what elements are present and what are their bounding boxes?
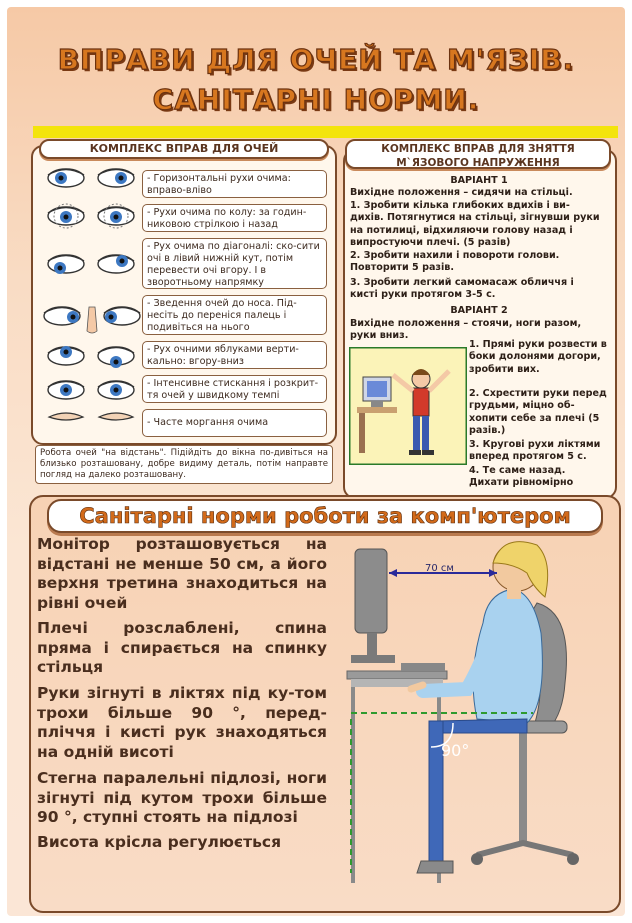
eye-illustrations <box>37 165 145 425</box>
sanitary-norms-header: Санітарні норми роботи за комп'ютером <box>47 499 603 533</box>
page-title-line2: САНІТАРНІ НОРМИ. <box>152 83 480 116</box>
eye-exercise-2: - Рухи очима по колу: за годин-никовою стрілкою і назад <box>142 204 327 232</box>
eye-icon <box>98 204 134 228</box>
eye-exercise-6: - Інтенсивне стискання і розкрит-тя очей у швидкому темпі <box>142 375 327 403</box>
variant-1-step-1: 1. Зробити кілька глибоких вдихів і ви-дихів. Потягнутися на стільці, зігнувши руки на потилиці, відхиляючи голову назад і випростуючи плечі. (5 разів) <box>350 200 600 249</box>
eye-icon <box>48 381 84 399</box>
variant-1-intro: Вихідне положення – сидячи на стільці. <box>350 187 573 198</box>
eye-exercise-5: - Рух очними яблуками верти-кально: вгору-вниз <box>142 341 327 369</box>
variant-2-step-1: 1. Прямі руки розвести в боки долонями догори, зробити вих. <box>469 339 607 375</box>
eye-icon <box>98 347 134 368</box>
muscle-exercises-header: КОМПЛЕКС ВПРАВ ДЛЯ ЗНЯТТЯ М`ЯЗОВОГО НАПРУЖЕННЯ <box>345 139 611 169</box>
angle-label: 90° <box>441 741 470 760</box>
page-title-line1: ВПРАВИ ДЛЯ ОЧЕЙ ТА М'ЯЗІВ. <box>57 43 575 76</box>
norm-chair-height: Висота крісла регулюється <box>37 833 282 851</box>
finger-icon <box>87 307 97 333</box>
eye-icon <box>48 346 84 365</box>
closed-eye-icon <box>99 413 133 420</box>
exercising-child-illustration <box>349 347 467 465</box>
eye-icon <box>104 307 140 325</box>
workstation-illustration <box>327 533 615 907</box>
norm-shoulders: Плечі розслаблені, спина пряма і спирається на спинку стільця <box>37 619 327 676</box>
variant-2-step-4: 4. Те саме назад. Дихати рівномірно <box>469 465 574 489</box>
eye-exercise-3: - Рух очима по діагоналі: ско-сити очі в лівий нижній кут, потім перевести очі вгору. І в зворотньому напрямку <box>142 238 327 289</box>
eye-icon <box>48 204 84 228</box>
variant-1-step-2: 2. Зробити нахили і повороти голови. Повторити 5 разів. <box>350 250 560 274</box>
variant-2-title: ВАРІАНТ 2 <box>450 305 508 316</box>
eye-exercises-header: КОМПЛЕКС ВПРАВ ДЛЯ ОЧЕЙ <box>39 139 329 159</box>
norm-monitor: Монітор розташовується на відстані не менше 50 см, а його верхня третина знаходиться на рівні очей <box>37 535 327 612</box>
eye-icon <box>98 381 134 399</box>
eye-icon <box>48 169 84 187</box>
eye-icon <box>48 255 84 274</box>
poster <box>7 7 625 916</box>
variant-2-step-3: 3. Кругові рухи ліктями вперед протягом 5 с. <box>469 439 601 463</box>
variant-2-intro: Вихідне положення – стоячи, ноги разом, руки вниз. <box>350 318 582 342</box>
eye-exercise-4: - Зведення очей до носа. Під-несіть до переніся палець і подивіться на нього <box>142 295 327 335</box>
eye-icon <box>98 169 134 187</box>
eye-distance-note: Робота очей "на відстань". Підійдіть до вікна по-дивіться на близько розташовану, добре видиму деталь, потім направте погляд на далеко розташовану. <box>35 445 333 484</box>
closed-eye-icon <box>49 413 83 420</box>
norm-legs: Стегна паралельні підлозі, ноги зігнуті під кутом трохи більше 90 °, ступні стоять на підлозі <box>37 769 327 826</box>
eye-exercise-1: - Горизонтальні рухи очима: вправо-вліво <box>142 170 327 198</box>
norm-arms: Руки зігнуті в ліктях під ку-том трохи більше 90 °, перед-пліччя і кисті рук знаходяться на одній висоті <box>37 684 327 761</box>
eye-icon <box>44 307 80 325</box>
title-underline <box>33 126 618 138</box>
variant-1-title: ВАРІАНТ 1 <box>450 175 508 186</box>
distance-label: 70 см <box>425 563 454 574</box>
eye-exercise-7: - Часте моргання очима <box>142 409 327 437</box>
eye-icon <box>98 255 134 273</box>
variant-1-step-3: 3. Зробити легкий самомасаж обличчя і кисті руки протягом 3-5 с. <box>350 277 574 301</box>
variant-2-step-2: 2. Схрестити руки перед грудьми, міцно об-хопити себе за плечі (5 разів.) <box>469 388 607 437</box>
